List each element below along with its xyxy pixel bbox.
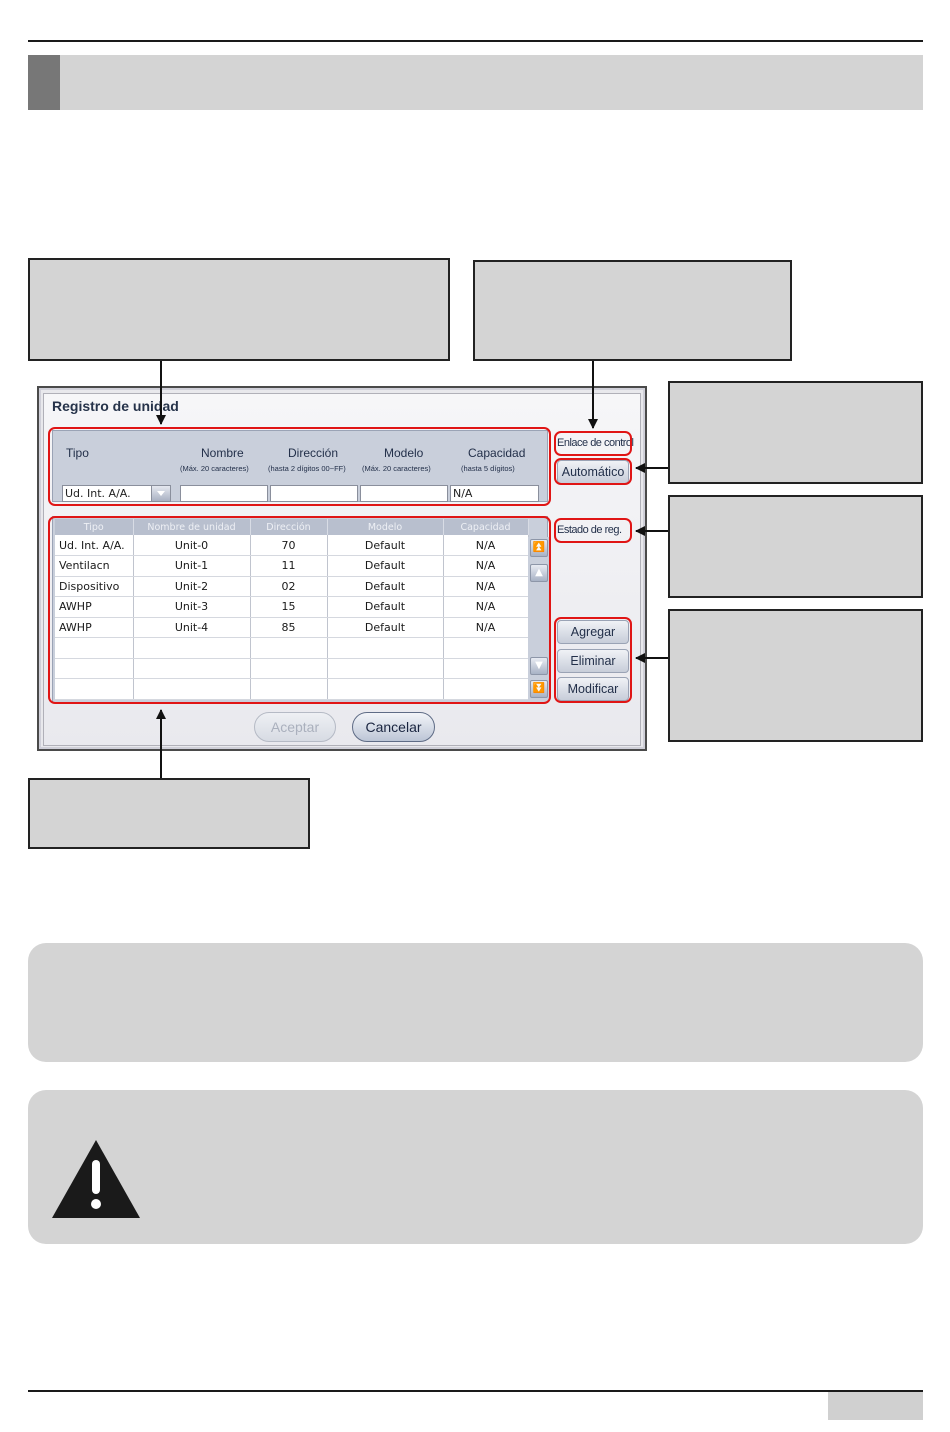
note-box — [28, 943, 923, 1062]
cell-tipo: Ud. Int. A/A. — [55, 535, 133, 556]
tipo-select-value: Ud. Int. A/A. — [65, 487, 131, 500]
add-button[interactable]: Agregar — [557, 620, 629, 644]
col-header-direccion[interactable]: Dirección — [250, 519, 327, 535]
capacidad-input[interactable]: N/A — [450, 485, 539, 502]
dialog-title: Registro de unidad — [52, 398, 179, 414]
label-nombre: Nombre — [201, 446, 244, 460]
hint-modelo: (Máx. 20 caracteres) — [362, 464, 431, 473]
highlight-control-link — [554, 431, 632, 456]
cell-tipo: AWHP — [55, 617, 133, 638]
cell-nombre: Unit-1 — [133, 556, 250, 577]
chevron-up-icon: ▲ — [535, 567, 543, 578]
bottom-rule — [28, 1390, 923, 1392]
modify-button[interactable]: Modificar — [557, 677, 629, 701]
cell-direccion: 02 — [250, 576, 327, 597]
cell-modelo: Default — [327, 576, 443, 597]
callout-unit-list — [28, 778, 310, 849]
cell-capacidad: N/A — [443, 556, 528, 577]
cell-nombre: Unit-4 — [133, 617, 250, 638]
automatic-button[interactable]: Automático — [557, 460, 629, 484]
accept-button[interactable]: Aceptar — [254, 712, 336, 742]
top-rule — [28, 40, 923, 42]
caution-box — [28, 1090, 923, 1244]
highlight-input-area — [48, 427, 551, 506]
cell-direccion: 70 — [250, 535, 327, 556]
col-header-capacidad[interactable]: Capacidad — [443, 519, 528, 535]
callout-input-area — [28, 258, 450, 361]
col-header-nombre[interactable]: Nombre de unidad — [133, 519, 250, 535]
label-capacidad: Capacidad — [468, 446, 526, 460]
cell-modelo: Default — [327, 617, 443, 638]
cell-direccion: 85 — [250, 617, 327, 638]
hint-capacidad: (hasta 5 dígitos) — [461, 464, 515, 473]
hint-nombre: (Máx. 20 caracteres) — [180, 464, 249, 473]
highlight-reg-status — [554, 518, 632, 543]
cell-modelo: Default — [327, 556, 443, 577]
highlight-unit-list — [48, 516, 551, 704]
warning-triangle-icon — [50, 1138, 142, 1220]
double-chevron-down-icon: ⏬ — [532, 683, 546, 694]
cell-tipo: Ventilacn — [55, 556, 133, 577]
cell-nombre: Unit-0 — [133, 535, 250, 556]
cancel-button[interactable]: Cancelar — [352, 712, 435, 742]
cell-direccion: 15 — [250, 597, 327, 618]
cell-nombre: Unit-2 — [133, 576, 250, 597]
cell-capacidad: N/A — [443, 617, 528, 638]
label-modelo: Modelo — [384, 446, 424, 460]
delete-button[interactable]: Eliminar — [557, 649, 629, 673]
cell-direccion: 11 — [250, 556, 327, 577]
callout-control-link — [473, 260, 792, 361]
cell-tipo: Dispositivo — [55, 576, 133, 597]
cell-capacidad: N/A — [443, 535, 528, 556]
cell-capacidad: N/A — [443, 576, 528, 597]
highlight-automatic — [554, 458, 632, 485]
callout-automatic — [668, 381, 923, 484]
label-direccion: Dirección — [288, 446, 339, 460]
hint-direccion: (hasta 2 dígitos 00~FF) — [268, 464, 346, 473]
cell-modelo: Default — [327, 535, 443, 556]
cell-capacidad: N/A — [443, 597, 528, 618]
cell-modelo: Default — [327, 597, 443, 618]
section-header-bar — [28, 55, 923, 110]
col-header-tipo[interactable]: Tipo — [55, 519, 133, 535]
chevron-down-icon: ▼ — [535, 660, 543, 671]
section-header-tab — [28, 55, 60, 110]
label-tipo: Tipo — [66, 446, 89, 460]
page-number-tab — [828, 1392, 923, 1420]
cell-nombre: Unit-3 — [133, 597, 250, 618]
cell-tipo: AWHP — [55, 597, 133, 618]
callout-edit-buttons — [668, 609, 923, 742]
highlight-edit-buttons — [554, 617, 632, 703]
registration-status-label: Estado de reg. — [557, 524, 622, 536]
control-link-label[interactable]: Enlace de control — [557, 437, 634, 449]
col-header-modelo[interactable]: Modelo — [327, 519, 443, 535]
callout-reg-status — [668, 495, 923, 598]
double-chevron-up-icon: ⏫ — [532, 542, 546, 553]
